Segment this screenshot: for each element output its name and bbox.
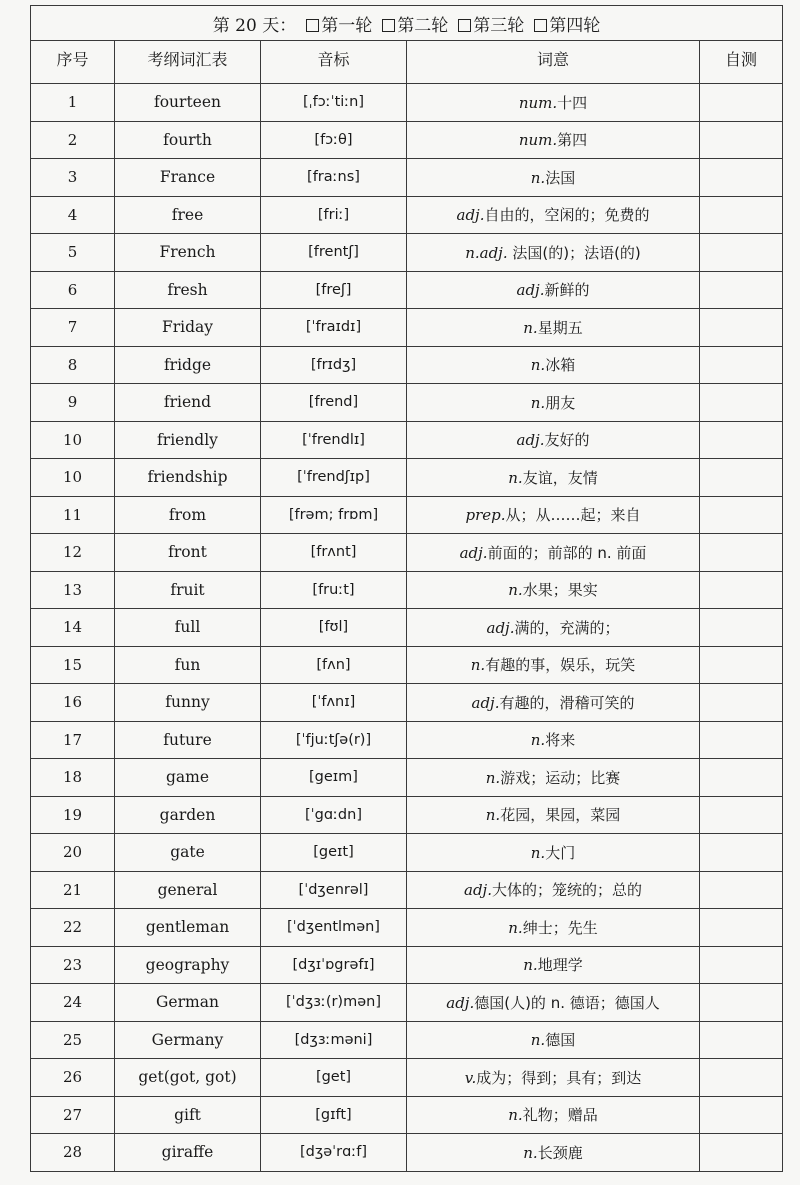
round-1-checkbox[interactable] bbox=[306, 19, 319, 32]
table-row bbox=[31, 271, 783, 309]
part-of-speech: adj. bbox=[471, 693, 500, 712]
table-row bbox=[31, 496, 783, 534]
table-row bbox=[31, 196, 783, 234]
word-meaning bbox=[407, 1134, 700, 1172]
phonetic: [fʊl] bbox=[261, 609, 407, 647]
meaning-text: 法国 bbox=[545, 168, 576, 187]
self-test-cell[interactable] bbox=[700, 646, 783, 684]
meaning-text: 朋友 bbox=[545, 393, 576, 412]
phonetic: [dʒəˈrɑːf] bbox=[261, 1134, 407, 1172]
part-of-speech: adj. bbox=[456, 206, 485, 225]
round-2-label: 第二轮 bbox=[397, 15, 449, 36]
row-number: 26 bbox=[31, 1059, 115, 1097]
self-test-cell[interactable] bbox=[700, 909, 783, 947]
meaning-text: 有趣的事，娱乐，玩笑 bbox=[485, 656, 636, 675]
self-test-cell[interactable] bbox=[700, 1096, 783, 1134]
table-row bbox=[31, 684, 783, 722]
word-meaning bbox=[407, 721, 700, 759]
self-test-cell[interactable] bbox=[700, 346, 783, 384]
part-of-speech: n. bbox=[523, 1143, 538, 1162]
self-test-cell[interactable] bbox=[700, 1134, 783, 1172]
row-number: 27 bbox=[31, 1096, 115, 1134]
row-number: 22 bbox=[31, 909, 115, 947]
meaning-text: 新鲜的 bbox=[544, 281, 590, 300]
table-row bbox=[31, 384, 783, 422]
word-meaning bbox=[407, 121, 700, 159]
vocab-word: funny bbox=[115, 684, 261, 722]
self-test-cell[interactable] bbox=[700, 271, 783, 309]
word-meaning bbox=[407, 834, 700, 872]
meaning-text: 十四 bbox=[557, 93, 588, 112]
part-of-speech: n. bbox=[530, 1031, 546, 1050]
part-of-speech: n. bbox=[508, 468, 523, 487]
title-row bbox=[31, 6, 783, 41]
part-of-speech: adj. bbox=[464, 881, 492, 900]
vocab-word: German bbox=[115, 984, 261, 1022]
row-number: 16 bbox=[31, 684, 115, 722]
meaning-text: 冰箱 bbox=[545, 356, 576, 375]
row-number: 25 bbox=[31, 1021, 115, 1059]
self-test-cell[interactable] bbox=[700, 196, 783, 234]
vocab-word: full bbox=[115, 609, 261, 647]
word-meaning bbox=[407, 871, 700, 909]
meaning-text: 第四 bbox=[557, 131, 588, 150]
phonetic: [frɪdʒ] bbox=[261, 346, 407, 384]
row-number: 12 bbox=[31, 534, 115, 572]
word-meaning bbox=[407, 609, 700, 647]
part-of-speech: n. bbox=[530, 393, 546, 412]
word-meaning bbox=[407, 571, 700, 609]
vocab-word: Friday bbox=[115, 309, 261, 347]
row-number: 23 bbox=[31, 946, 115, 984]
column-header-row bbox=[31, 41, 783, 84]
row-number: 19 bbox=[31, 796, 115, 834]
part-of-speech: num. bbox=[518, 131, 558, 150]
word-meaning bbox=[407, 271, 700, 309]
table-row bbox=[31, 984, 783, 1022]
phonetic: [fraːns] bbox=[261, 159, 407, 197]
row-number: 20 bbox=[31, 834, 115, 872]
part-of-speech: n.adj. bbox=[465, 243, 508, 262]
vocab-word: garden bbox=[115, 796, 261, 834]
table-row bbox=[31, 571, 783, 609]
word-meaning bbox=[407, 909, 700, 947]
word-meaning bbox=[407, 646, 700, 684]
part-of-speech: n. bbox=[530, 168, 546, 187]
vocab-word: gentleman bbox=[115, 909, 261, 947]
part-of-speech: n. bbox=[523, 318, 538, 337]
row-number: 1 bbox=[31, 84, 115, 122]
row-number: 10 bbox=[31, 421, 115, 459]
phonetic: [dʒɪˈɒgrəfɪ] bbox=[261, 946, 407, 984]
phonetic: [frentʃ] bbox=[261, 234, 407, 272]
phonetic: [freʃ] bbox=[261, 271, 407, 309]
row-number: 11 bbox=[31, 496, 115, 534]
phonetic: [ˈdʒentlmən] bbox=[261, 909, 407, 947]
meaning-text: 星期五 bbox=[537, 318, 583, 337]
table-row bbox=[31, 459, 783, 497]
row-number: 17 bbox=[31, 721, 115, 759]
vocab-word: general bbox=[115, 871, 261, 909]
phonetic: [fɔːθ] bbox=[261, 121, 407, 159]
word-meaning bbox=[407, 309, 700, 347]
vocab-word: friendship bbox=[115, 459, 261, 497]
round-3-checkbox[interactable] bbox=[458, 19, 471, 32]
phonetic: [geɪt] bbox=[261, 834, 407, 872]
vocab-word: front bbox=[115, 534, 261, 572]
meaning-text: 友谊，友情 bbox=[522, 468, 598, 487]
table-row bbox=[31, 871, 783, 909]
round-4-checkbox[interactable] bbox=[534, 19, 547, 32]
table-row bbox=[31, 421, 783, 459]
word-meaning bbox=[407, 421, 700, 459]
vocab-word: Germany bbox=[115, 1021, 261, 1059]
meaning-text: 有趣的，滑稽可笑的 bbox=[499, 693, 635, 712]
row-number: 2 bbox=[31, 121, 115, 159]
vocab-word: future bbox=[115, 721, 261, 759]
vocab-word: gift bbox=[115, 1096, 261, 1134]
table-row bbox=[31, 84, 783, 122]
vocabulary-sheet bbox=[30, 5, 782, 1172]
table-row bbox=[31, 234, 783, 272]
part-of-speech: n. bbox=[523, 956, 538, 975]
vocab-word: fruit bbox=[115, 571, 261, 609]
meaning-text: 长颈鹿 bbox=[537, 1143, 583, 1162]
phonetic: [dʒɜːməni] bbox=[261, 1021, 407, 1059]
table-row bbox=[31, 309, 783, 347]
vocab-word: friendly bbox=[115, 421, 261, 459]
vocab-word: fourteen bbox=[115, 84, 261, 122]
self-test-cell[interactable] bbox=[700, 1021, 783, 1059]
part-of-speech: n. bbox=[508, 581, 523, 600]
part-of-speech: adj. bbox=[459, 543, 488, 562]
phonetic: [ˈfraɪdɪ] bbox=[261, 309, 407, 347]
part-of-speech: n. bbox=[485, 806, 501, 825]
row-number: 4 bbox=[31, 196, 115, 234]
row-number: 21 bbox=[31, 871, 115, 909]
self-test-cell[interactable] bbox=[700, 421, 783, 459]
part-of-speech: n. bbox=[508, 918, 523, 937]
table-row bbox=[31, 646, 783, 684]
table-row bbox=[31, 946, 783, 984]
row-number: 24 bbox=[31, 984, 115, 1022]
word-meaning bbox=[407, 946, 700, 984]
part-of-speech: n. bbox=[530, 356, 546, 375]
part-of-speech: adj. bbox=[516, 281, 545, 300]
self-test-cell[interactable] bbox=[700, 459, 783, 497]
vocab-word: fridge bbox=[115, 346, 261, 384]
part-of-speech: num. bbox=[518, 93, 558, 112]
vocab-word: fourth bbox=[115, 121, 261, 159]
word-meaning bbox=[407, 759, 700, 797]
column-header-phonetic: 音标 bbox=[261, 41, 407, 84]
vocab-word: game bbox=[115, 759, 261, 797]
self-test-cell[interactable] bbox=[700, 834, 783, 872]
row-number: 8 bbox=[31, 346, 115, 384]
meaning-text: 花园，果园，菜园 bbox=[500, 806, 621, 825]
vocab-word: French bbox=[115, 234, 261, 272]
part-of-speech: adj. bbox=[446, 993, 475, 1012]
self-test-cell[interactable] bbox=[700, 84, 783, 122]
part-of-speech: n. bbox=[470, 656, 486, 675]
table-row bbox=[31, 759, 783, 797]
meaning-text: 德国 bbox=[545, 1031, 576, 1050]
meaning-text: 地理学 bbox=[537, 956, 583, 975]
column-header-word: 考纲词汇表 bbox=[115, 41, 261, 84]
table-row bbox=[31, 796, 783, 834]
part-of-speech: prep. bbox=[465, 506, 506, 525]
self-test-cell[interactable] bbox=[700, 571, 783, 609]
vocab-word: free bbox=[115, 196, 261, 234]
self-test-cell[interactable] bbox=[700, 684, 783, 722]
table-row bbox=[31, 1021, 783, 1059]
row-number: 6 bbox=[31, 271, 115, 309]
round-1-label: 第一轮 bbox=[321, 15, 373, 36]
phonetic: [fʌn] bbox=[261, 646, 407, 684]
phonetic: [ˈdʒenrəl] bbox=[261, 871, 407, 909]
part-of-speech: adj. bbox=[486, 618, 515, 637]
table-row bbox=[31, 159, 783, 197]
meaning-text: 绅士；先生 bbox=[522, 918, 598, 937]
vocab-word: get(got, got) bbox=[115, 1059, 261, 1097]
part-of-speech: n. bbox=[508, 1106, 523, 1125]
vocab-word: from bbox=[115, 496, 261, 534]
word-meaning bbox=[407, 459, 700, 497]
word-meaning bbox=[407, 684, 700, 722]
word-meaning bbox=[407, 534, 700, 572]
meaning-text: 水果；果实 bbox=[522, 581, 598, 600]
phonetic: [friː] bbox=[261, 196, 407, 234]
part-of-speech: n. bbox=[530, 731, 546, 750]
phonetic: [ˈfrendʃɪp] bbox=[261, 459, 407, 497]
self-test-cell[interactable] bbox=[700, 496, 783, 534]
phonetic: [ˈdʒɜː(r)mən] bbox=[261, 984, 407, 1022]
self-test-cell[interactable] bbox=[700, 121, 783, 159]
self-test-cell[interactable] bbox=[700, 159, 783, 197]
phonetic: [ˈgɑːdn] bbox=[261, 796, 407, 834]
vocab-word: geography bbox=[115, 946, 261, 984]
word-meaning bbox=[407, 346, 700, 384]
word-meaning bbox=[407, 84, 700, 122]
meaning-text: 自由的，空闲的；免费的 bbox=[484, 206, 650, 225]
row-number: 28 bbox=[31, 1134, 115, 1172]
part-of-speech: adj. bbox=[516, 431, 545, 450]
self-test-cell[interactable] bbox=[700, 946, 783, 984]
row-number: 15 bbox=[31, 646, 115, 684]
word-meaning bbox=[407, 234, 700, 272]
phonetic: [frʌnt] bbox=[261, 534, 407, 572]
phonetic: [ˈfʌnɪ] bbox=[261, 684, 407, 722]
vocab-word: friend bbox=[115, 384, 261, 422]
vocab-word: giraffe bbox=[115, 1134, 261, 1172]
word-meaning bbox=[407, 196, 700, 234]
row-number: 14 bbox=[31, 609, 115, 647]
row-number: 18 bbox=[31, 759, 115, 797]
row-number: 10 bbox=[31, 459, 115, 497]
row-number: 13 bbox=[31, 571, 115, 609]
word-meaning bbox=[407, 1096, 700, 1134]
column-header-number: 序号 bbox=[31, 41, 115, 84]
meaning-text: 游戏；运动；比赛 bbox=[500, 768, 621, 787]
word-meaning bbox=[407, 496, 700, 534]
round-3-label: 第三轮 bbox=[473, 15, 525, 36]
meaning-text: 满的，充满的； bbox=[514, 618, 620, 637]
row-number: 9 bbox=[31, 384, 115, 422]
self-test-cell[interactable] bbox=[700, 984, 783, 1022]
table-row bbox=[31, 721, 783, 759]
meaning-text: 大体的；笼统的；总的 bbox=[491, 881, 642, 900]
phonetic: [ˌfɔːˈtiːn] bbox=[261, 84, 407, 122]
phonetic: [geɪm] bbox=[261, 759, 407, 797]
phonetic: [gɪft] bbox=[261, 1096, 407, 1134]
day-label: 第 20 天： bbox=[212, 15, 297, 36]
table-row bbox=[31, 1134, 783, 1172]
vocabulary-rows bbox=[31, 84, 783, 1172]
table-row bbox=[31, 534, 783, 572]
word-meaning bbox=[407, 984, 700, 1022]
table-row bbox=[31, 121, 783, 159]
table-row bbox=[31, 609, 783, 647]
meaning-text: 友好的 bbox=[544, 431, 590, 450]
row-number: 7 bbox=[31, 309, 115, 347]
column-header-meaning: 词意 bbox=[407, 41, 700, 84]
phonetic: [ˈfjuːtʃə(r)] bbox=[261, 721, 407, 759]
self-test-cell[interactable] bbox=[700, 796, 783, 834]
word-meaning bbox=[407, 159, 700, 197]
vocab-word: fun bbox=[115, 646, 261, 684]
table-row bbox=[31, 1059, 783, 1097]
word-meaning bbox=[407, 1021, 700, 1059]
phonetic: [get] bbox=[261, 1059, 407, 1097]
table-row bbox=[31, 1096, 783, 1134]
part-of-speech: n. bbox=[530, 843, 546, 862]
word-meaning bbox=[407, 796, 700, 834]
meaning-text: 从；从……起；来自 bbox=[505, 506, 641, 525]
self-test-cell[interactable] bbox=[700, 871, 783, 909]
row-number: 5 bbox=[31, 234, 115, 272]
word-meaning bbox=[407, 384, 700, 422]
table-row bbox=[31, 909, 783, 947]
self-test-cell[interactable] bbox=[700, 534, 783, 572]
vocabulary-table bbox=[30, 5, 783, 1172]
self-test-cell[interactable] bbox=[700, 721, 783, 759]
vocab-word: France bbox=[115, 159, 261, 197]
self-test-cell[interactable] bbox=[700, 309, 783, 347]
word-meaning bbox=[407, 1059, 700, 1097]
meaning-text: 德国(人)的 n. 德语；德国人 bbox=[474, 993, 660, 1012]
row-number: 3 bbox=[31, 159, 115, 197]
column-header-self-test: 自测 bbox=[700, 41, 783, 84]
part-of-speech: v. bbox=[464, 1068, 477, 1087]
table-row bbox=[31, 346, 783, 384]
round-4-label: 第四轮 bbox=[549, 15, 601, 36]
meaning-text: 前面的；前部的 n. 前面 bbox=[487, 543, 647, 562]
meaning-text: 大门 bbox=[545, 843, 576, 862]
self-test-cell[interactable] bbox=[700, 609, 783, 647]
meaning-text: 将来 bbox=[545, 731, 576, 750]
phonetic: [fruːt] bbox=[261, 571, 407, 609]
meaning-text: 成为；得到；具有；到达 bbox=[476, 1068, 642, 1087]
self-test-cell[interactable] bbox=[700, 234, 783, 272]
phonetic: [frəm; frɒm] bbox=[261, 496, 407, 534]
phonetic: [ˈfrendlɪ] bbox=[261, 421, 407, 459]
meaning-text: 礼物；赠品 bbox=[522, 1106, 598, 1125]
self-test-cell[interactable] bbox=[700, 759, 783, 797]
self-test-cell[interactable] bbox=[700, 384, 783, 422]
phonetic: [frend] bbox=[261, 384, 407, 422]
table-row bbox=[31, 834, 783, 872]
self-test-cell[interactable] bbox=[700, 1059, 783, 1097]
vocab-word: gate bbox=[115, 834, 261, 872]
day-progress-header bbox=[31, 6, 783, 41]
part-of-speech: n. bbox=[485, 768, 501, 787]
vocab-word: fresh bbox=[115, 271, 261, 309]
meaning-text: 法国(的)；法语(的) bbox=[507, 243, 641, 262]
round-2-checkbox[interactable] bbox=[382, 19, 395, 32]
